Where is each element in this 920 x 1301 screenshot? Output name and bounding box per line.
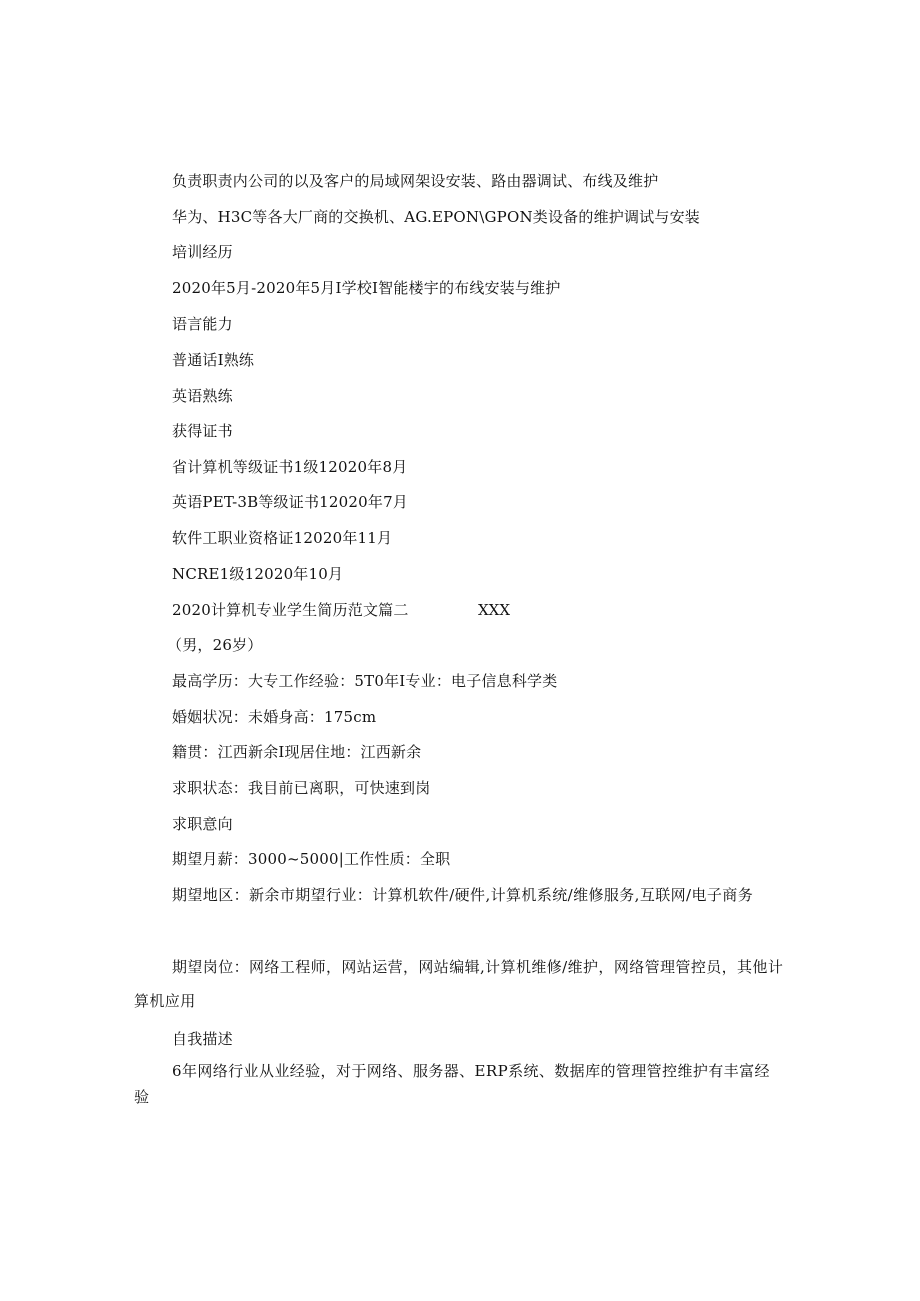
text-line: 期望月薪：3000~5000|工作性质：全职 [172,850,451,868]
text-line: 华为、H3C等各大厂商的交换机、AG.EPON\GPON类设备的维护调试与安装 [172,208,700,226]
candidate-name: XXX [478,601,511,619]
text-line: 普通话I熟练 [172,351,255,369]
resume-title: 2020计算机专业学生简历范文篇二 [172,601,409,619]
text-line: NCRE1级12020年10月 [172,565,344,583]
section-heading-certificates: 获得证书 [172,422,233,440]
text-line: 求职状态：我目前已离职，可快速到岗 [172,779,431,797]
text-paragraph: 6年网络行业从业经验，对于网络、服务器、ERP系统、数据库的管理管控维护有丰富经验 [134,1062,770,1106]
text-paragraph: 期望地区：新余市期望行业：计算机软件/硬件,计算机系统/维修服务,互联网/电子商务 [172,886,754,904]
section-heading-language: 语言能力 [172,315,233,333]
text-line: 英语PET-3B等级证书12020年7月 [172,493,409,511]
text-line: 最高学历：大专工作经验：5T0年I专业：电子信息科学类 [172,672,558,690]
text-line: （男，26岁） [167,636,263,654]
text-line: 籍贯：江西新余I现居住地：江西新余 [172,743,422,761]
text-line: 婚姻状况：未婚身高：175cm [172,708,377,726]
text-line: 2020年5月-2020年5月I学校I智能楼宇的布线安装与维护 [172,279,561,297]
text-line: 负责职责内公司的以及客户的局域网架设安装、路由器调试、布线及维护 [172,172,659,190]
text-line: 软件工职业资格证12020年11月 [172,529,393,547]
section-heading-intention: 求职意向 [172,815,233,833]
text-paragraph: 期望岗位：网络工程师，网站运营，网站编辑,计算机维修/维护，网络管理管控员，其他计算机应用 [134,958,784,1010]
section-heading-self-description: 自我描述 [172,1030,233,1048]
text-line: 省计算机等级证书1级12020年8月 [172,458,408,476]
section-heading-training: 培训经历 [172,243,233,261]
text-line: 英语熟练 [172,387,233,405]
